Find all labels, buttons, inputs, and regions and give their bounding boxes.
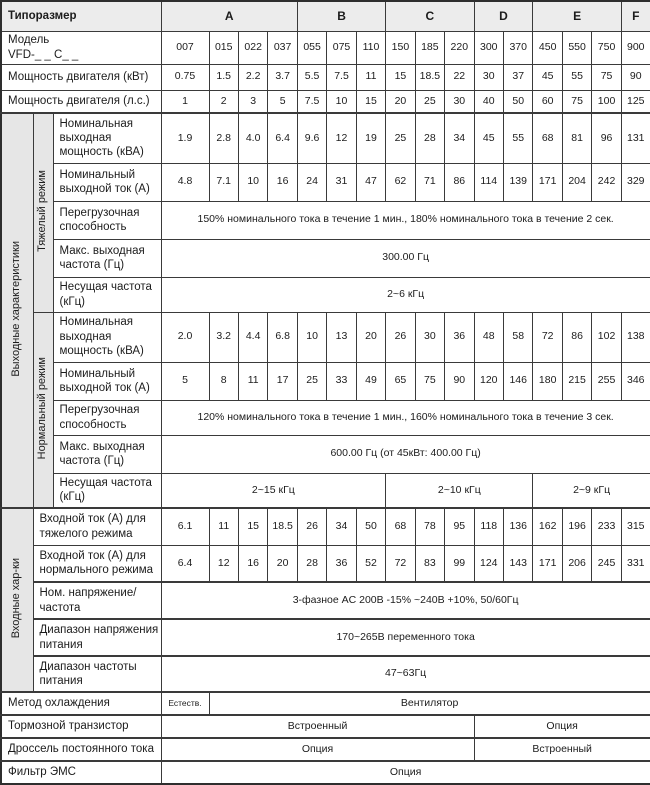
value-cell: 25 xyxy=(415,90,444,113)
value-cell: 120 xyxy=(474,362,503,400)
row-dc-choke xyxy=(1,738,650,761)
value-cell: 255 xyxy=(592,362,621,400)
freq-range-label: Диапазон частоты питания xyxy=(33,656,161,692)
value-cell: 75 xyxy=(562,90,591,113)
value-cell: 28 xyxy=(415,113,444,163)
cooling-natural-value: Естеств. xyxy=(161,692,209,715)
heavy-rated-current-label: Номинальный выходной ток (А) xyxy=(53,163,161,201)
row-motor-power-kw xyxy=(1,64,650,90)
value-cell: 900 xyxy=(621,31,650,64)
value-cell: 18.5 xyxy=(415,64,444,90)
choke-def-value: Встроенный xyxy=(474,738,650,761)
value-cell: 300 xyxy=(474,31,503,64)
value-cell: 6.4 xyxy=(161,545,209,582)
value-cell: 550 xyxy=(562,31,591,64)
value-cell: 180 xyxy=(533,362,562,400)
value-cell: 11 xyxy=(209,508,238,545)
value-cell: 10 xyxy=(238,163,267,201)
heavy-max-freq-label: Макс. выходная частота (Гц) xyxy=(53,239,161,277)
brake-transistor-label: Тормозной транзистор xyxy=(1,715,161,738)
value-cell: 450 xyxy=(533,31,562,64)
output-section-label xyxy=(1,113,33,508)
value-cell: 9.6 xyxy=(297,113,326,163)
value-cell: 25 xyxy=(386,113,415,163)
value-cell: 75 xyxy=(415,362,444,400)
value-cell: 18.5 xyxy=(268,508,297,545)
value-cell: 138 xyxy=(621,312,650,362)
value-cell: 62 xyxy=(386,163,415,201)
value-cell: 26 xyxy=(297,508,326,545)
row-voltage-range xyxy=(1,619,650,656)
value-cell: 33 xyxy=(327,362,356,400)
value-cell: 5.5 xyxy=(297,64,326,90)
value-cell: 100 xyxy=(592,90,621,113)
value-cell: 45 xyxy=(533,64,562,90)
value-cell: 12 xyxy=(327,113,356,163)
input-current-normal-label: Входной ток (А) для нормального режима xyxy=(33,545,161,582)
voltage-range-value: 170~265В переменного тока xyxy=(161,619,650,656)
row-heavy-rated-current xyxy=(1,163,650,201)
frame-a: A xyxy=(161,1,297,31)
voltage-label: Ном. напряжение/ частота xyxy=(33,582,161,619)
value-cell: 114 xyxy=(474,163,503,201)
row-freq-range xyxy=(1,656,650,692)
freq-range-value: 47~63Гц xyxy=(161,656,650,692)
value-cell: 11 xyxy=(356,64,385,90)
voltage-range-label: Диапазон напряжения питания xyxy=(33,619,161,656)
normal-mode-label xyxy=(33,312,53,508)
input-section-label-text: Входные хар-ки xyxy=(10,557,23,639)
value-cell: 015 xyxy=(209,31,238,64)
value-cell: 6.4 xyxy=(268,113,297,163)
value-cell: 20 xyxy=(386,90,415,113)
normal-max-freq-value: 600.00 Гц (от 45кВт: 400.00 Гц) xyxy=(161,435,650,473)
motor-power-hp-label: Мощность двигателя (л.с.) xyxy=(1,90,161,113)
value-cell: 3.7 xyxy=(268,64,297,90)
row-motor-power-hp xyxy=(1,90,650,113)
row-frame-size xyxy=(1,1,650,31)
value-cell: 95 xyxy=(445,508,474,545)
value-cell: 102 xyxy=(592,312,621,362)
model-label-line1: Модель xyxy=(8,34,50,47)
value-cell: 118 xyxy=(474,508,503,545)
value-cell: 30 xyxy=(415,312,444,362)
value-cell: 20 xyxy=(268,545,297,582)
value-cell: 78 xyxy=(415,508,444,545)
row-normal-overload xyxy=(1,400,650,435)
value-cell: 110 xyxy=(356,31,385,64)
value-cell: 5 xyxy=(161,362,209,400)
value-cell: 37 xyxy=(503,64,532,90)
normal-overload-label: Перегрузочная способность xyxy=(53,400,161,435)
heavy-mode-label-text: Тяжелый режим xyxy=(36,169,49,252)
value-cell: 139 xyxy=(503,163,532,201)
heavy-carrier-label: Несущая частота (кГц) xyxy=(53,277,161,312)
choke-abc-value: Опция xyxy=(161,738,474,761)
value-cell: 1 xyxy=(161,90,209,113)
normal-carrier-label: Несущая частота (кГц) xyxy=(53,473,161,508)
value-cell: 4.0 xyxy=(238,113,267,163)
value-cell: 11 xyxy=(238,362,267,400)
value-cell: 022 xyxy=(238,31,267,64)
normal-mode-label-text: Нормальный режим xyxy=(36,356,49,459)
value-cell: 162 xyxy=(533,508,562,545)
value-cell: 124 xyxy=(474,545,503,582)
value-cell: 86 xyxy=(562,312,591,362)
value-cell: 24 xyxy=(297,163,326,201)
value-cell: 7.5 xyxy=(327,64,356,90)
value-cell: 2.0 xyxy=(161,312,209,362)
value-cell: 49 xyxy=(356,362,385,400)
value-cell: 3.2 xyxy=(209,312,238,362)
value-cell: 185 xyxy=(415,31,444,64)
value-cell: 68 xyxy=(386,508,415,545)
value-cell: 86 xyxy=(445,163,474,201)
value-cell: 50 xyxy=(503,90,532,113)
value-cell: 34 xyxy=(327,508,356,545)
value-cell: 315 xyxy=(621,508,650,545)
value-cell: 75 xyxy=(592,64,621,90)
value-cell: 007 xyxy=(161,31,209,64)
value-cell: 146 xyxy=(503,362,532,400)
cooling-label: Метод охлаждения xyxy=(1,692,161,715)
value-cell: 136 xyxy=(503,508,532,545)
value-cell: 196 xyxy=(562,508,591,545)
value-cell: 36 xyxy=(445,312,474,362)
value-cell: 171 xyxy=(533,163,562,201)
value-cell: 055 xyxy=(297,31,326,64)
value-cell: 15 xyxy=(386,64,415,90)
motor-power-kw-label: Мощность двигателя (кВт) xyxy=(1,64,161,90)
heavy-carrier-value: 2~6 кГц xyxy=(161,277,650,312)
value-cell: 204 xyxy=(562,163,591,201)
value-cell: 206 xyxy=(562,545,591,582)
value-cell: 037 xyxy=(268,31,297,64)
input-current-heavy-label: Входной ток (А) для тяжелого режима xyxy=(33,508,161,545)
value-cell: 220 xyxy=(445,31,474,64)
cooling-fan-value: Вентилятор xyxy=(209,692,650,715)
brake-abc-value: Встроенный xyxy=(161,715,474,738)
normal-max-freq-label: Макс. выходная частота (Гц) xyxy=(53,435,161,473)
value-cell: 2.8 xyxy=(209,113,238,163)
frame-c: C xyxy=(386,1,474,31)
model-label xyxy=(1,31,161,64)
voltage-value: 3-фазное AC 200В -15% ~240В +10%, 50/60Гц xyxy=(161,582,650,619)
value-cell: 2 xyxy=(209,90,238,113)
frame-b: B xyxy=(297,1,385,31)
value-cell: 075 xyxy=(327,31,356,64)
row-cooling xyxy=(1,692,650,715)
row-input-current-normal xyxy=(1,545,650,582)
value-cell: 5 xyxy=(268,90,297,113)
value-cell: 60 xyxy=(533,90,562,113)
value-cell: 36 xyxy=(327,545,356,582)
frame-d: D xyxy=(474,1,533,31)
row-normal-carrier xyxy=(1,473,650,508)
row-brake-transistor xyxy=(1,715,650,738)
value-cell: 83 xyxy=(415,545,444,582)
value-cell: 22 xyxy=(445,64,474,90)
value-cell: 17 xyxy=(268,362,297,400)
frame-size-label: Типоразмер xyxy=(1,1,161,31)
value-cell: 50 xyxy=(356,508,385,545)
value-cell: 68 xyxy=(533,113,562,163)
emc-filter-value: Опция xyxy=(161,761,650,784)
value-cell: 0.75 xyxy=(161,64,209,90)
value-cell: 3 xyxy=(238,90,267,113)
heavy-mode-label xyxy=(33,113,53,312)
model-label-line2: VFD-_ _ C_ _ xyxy=(8,48,79,61)
value-cell: 233 xyxy=(592,508,621,545)
value-cell: 370 xyxy=(503,31,532,64)
value-cell: 52 xyxy=(356,545,385,582)
value-cell: 40 xyxy=(474,90,503,113)
value-cell: 28 xyxy=(297,545,326,582)
row-voltage xyxy=(1,582,650,619)
value-cell: 125 xyxy=(621,90,650,113)
value-cell: 72 xyxy=(386,545,415,582)
value-cell: 15 xyxy=(238,508,267,545)
value-cell: 4.8 xyxy=(161,163,209,201)
value-cell: 30 xyxy=(474,64,503,90)
normal-overload-value: 120% номинального тока в течение 1 мин., 160% номинального тока в течение 3 сек. xyxy=(161,400,650,435)
value-cell: 58 xyxy=(503,312,532,362)
value-cell: 8 xyxy=(209,362,238,400)
value-cell: 34 xyxy=(445,113,474,163)
heavy-overload-label: Перегрузочная способность xyxy=(53,201,161,239)
value-cell: 71 xyxy=(415,163,444,201)
value-cell: 90 xyxy=(621,64,650,90)
value-cell: 90 xyxy=(445,362,474,400)
value-cell: 15 xyxy=(356,90,385,113)
row-normal-max-freq xyxy=(1,435,650,473)
value-cell: 26 xyxy=(386,312,415,362)
value-cell: 10 xyxy=(297,312,326,362)
normal-carrier-ef: 2~9 кГц xyxy=(533,473,650,508)
value-cell: 750 xyxy=(592,31,621,64)
value-cell: 16 xyxy=(238,545,267,582)
value-cell: 72 xyxy=(533,312,562,362)
value-cell: 48 xyxy=(474,312,503,362)
normal-carrier-ab: 2~15 кГц xyxy=(161,473,386,508)
value-cell: 20 xyxy=(356,312,385,362)
value-cell: 1.9 xyxy=(161,113,209,163)
row-heavy-max-freq xyxy=(1,239,650,277)
brake-def-value: Опция xyxy=(474,715,650,738)
value-cell: 215 xyxy=(562,362,591,400)
row-input-current-heavy xyxy=(1,508,650,545)
value-cell: 131 xyxy=(621,113,650,163)
value-cell: 6.1 xyxy=(161,508,209,545)
frame-e: E xyxy=(533,1,621,31)
value-cell: 1.5 xyxy=(209,64,238,90)
value-cell: 331 xyxy=(621,545,650,582)
value-cell: 25 xyxy=(297,362,326,400)
value-cell: 171 xyxy=(533,545,562,582)
frame-f: F xyxy=(621,1,650,31)
normal-carrier-cd: 2~10 кГц xyxy=(386,473,533,508)
row-emc-filter xyxy=(1,761,650,784)
row-heavy-overload xyxy=(1,201,650,239)
value-cell: 31 xyxy=(327,163,356,201)
value-cell: 96 xyxy=(592,113,621,163)
value-cell: 143 xyxy=(503,545,532,582)
value-cell: 242 xyxy=(592,163,621,201)
value-cell: 150 xyxy=(386,31,415,64)
value-cell: 55 xyxy=(503,113,532,163)
normal-rated-power-label: Номинальная выходная мощность (кВА) xyxy=(53,312,161,362)
value-cell: 245 xyxy=(592,545,621,582)
value-cell: 7.5 xyxy=(297,90,326,113)
heavy-overload-value: 150% номинального тока в течение 1 мин., 180% номинального тока в течение 2 сек. xyxy=(161,201,650,239)
value-cell: 12 xyxy=(209,545,238,582)
value-cell: 13 xyxy=(327,312,356,362)
value-cell: 346 xyxy=(621,362,650,400)
value-cell: 45 xyxy=(474,113,503,163)
value-cell: 329 xyxy=(621,163,650,201)
value-cell: 47 xyxy=(356,163,385,201)
value-cell: 2.2 xyxy=(238,64,267,90)
row-heavy-carrier xyxy=(1,277,650,312)
value-cell: 10 xyxy=(327,90,356,113)
value-cell: 81 xyxy=(562,113,591,163)
value-cell: 99 xyxy=(445,545,474,582)
value-cell: 55 xyxy=(562,64,591,90)
row-normal-rated-current xyxy=(1,362,650,400)
row-normal-rated-power xyxy=(1,312,650,362)
row-heavy-rated-power xyxy=(1,113,650,163)
heavy-rated-power-label: Номинальная выходная мощность (кВА) xyxy=(53,113,161,163)
value-cell: 65 xyxy=(386,362,415,400)
heavy-max-freq-value: 300.00 Гц xyxy=(161,239,650,277)
output-section-label-text: Выходные характеристики xyxy=(10,240,23,377)
value-cell: 16 xyxy=(268,163,297,201)
emc-filter-label: Фильтр ЭМС xyxy=(1,761,161,784)
input-section-label xyxy=(1,508,33,692)
row-model xyxy=(1,31,650,64)
value-cell: 4.4 xyxy=(238,312,267,362)
normal-rated-current-label: Номинальный выходной ток (А) xyxy=(53,362,161,400)
value-cell: 7.1 xyxy=(209,163,238,201)
value-cell: 19 xyxy=(356,113,385,163)
value-cell: 6.8 xyxy=(268,312,297,362)
value-cell: 30 xyxy=(445,90,474,113)
dc-choke-label: Дроссель постоянного тока xyxy=(1,738,161,761)
